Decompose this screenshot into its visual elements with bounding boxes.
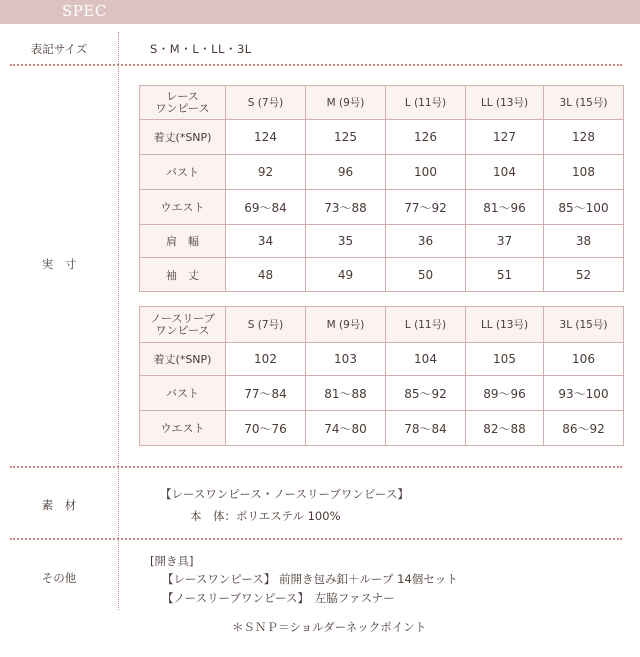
table-row <box>140 343 624 376</box>
table-cell: 126 <box>386 120 466 155</box>
table-cell: 74〜80 <box>306 411 386 446</box>
row-header: バスト <box>140 155 226 190</box>
table-cell: 89〜96 <box>466 376 544 411</box>
table-row <box>140 258 624 292</box>
other-line-3: 【ノースリーブワンピース】 左脇ファスナー <box>162 591 395 605</box>
table-cell: 125 <box>306 120 386 155</box>
column-header: L (11号) <box>386 307 466 343</box>
section-divider-2 <box>10 466 622 468</box>
table-cell: 93〜100 <box>544 376 624 411</box>
row-header: 肩 幅 <box>140 225 226 258</box>
material-line-2: 本 体：ポリエステル 100% <box>190 509 341 523</box>
table-cell: 106 <box>544 343 624 376</box>
table-cell: 81〜96 <box>466 190 544 225</box>
table-cell: 49 <box>306 258 386 292</box>
size-label: 表記サイズ <box>30 42 88 56</box>
column-header: LL (13号) <box>466 307 544 343</box>
other-label: その他 <box>41 571 77 585</box>
table-cell: 86〜92 <box>544 411 624 446</box>
column-header: LL (13号) <box>466 86 544 120</box>
spec-title: SPEC <box>62 2 107 20</box>
row-header: ウエスト <box>140 190 226 225</box>
spec-header-bar <box>0 0 640 24</box>
sleeveless-title-line1: ノースリーブ <box>150 311 215 325</box>
table-corner-cell <box>140 307 226 343</box>
material-line-1: 【レースワンピース・ノースリーブワンピース】 <box>160 487 409 501</box>
table-cell: 128 <box>544 120 624 155</box>
table-cell: 35 <box>306 225 386 258</box>
table-row <box>140 411 624 446</box>
table-cell: 51 <box>466 258 544 292</box>
other-line-1: [開き具] <box>150 554 194 568</box>
table-cell: 104 <box>386 343 466 376</box>
table-cell: 103 <box>306 343 386 376</box>
table-cell: 124 <box>226 120 306 155</box>
table-cell: 48 <box>226 258 306 292</box>
table-cell: 36 <box>386 225 466 258</box>
column-header: 3L (15号) <box>544 307 624 343</box>
other-line-2: 【レースワンピース】 前開き包み釦＋ループ 14個セット <box>162 572 458 586</box>
column-header: S (7号) <box>226 307 306 343</box>
label-column-divider <box>118 32 119 610</box>
column-header: L (11号) <box>386 86 466 120</box>
size-value: S・M・L・LL・3L <box>150 42 252 56</box>
table-cell: 85〜100 <box>544 190 624 225</box>
column-header: S (7号) <box>226 86 306 120</box>
table-row <box>140 225 624 258</box>
table-row <box>140 120 624 155</box>
table-cell: 100 <box>386 155 466 190</box>
column-header: 3L (15号) <box>544 86 624 120</box>
sleeveless-title-line2: ワンピース <box>155 323 210 337</box>
sleeveless-size-table <box>139 306 624 446</box>
table-cell: 52 <box>544 258 624 292</box>
table-cell: 77〜92 <box>386 190 466 225</box>
row-header: 着丈(*SNP) <box>140 343 226 376</box>
measure-label: 実 寸 <box>41 257 77 271</box>
table-cell: 104 <box>466 155 544 190</box>
table-cell: 50 <box>386 258 466 292</box>
section-divider-3 <box>10 538 622 540</box>
table-row <box>140 376 624 411</box>
row-header: ウエスト <box>140 411 226 446</box>
row-header: バスト <box>140 376 226 411</box>
table-row <box>140 155 624 190</box>
table-cell: 96 <box>306 155 386 190</box>
material-label: 素 材 <box>41 498 77 512</box>
table-corner-cell <box>140 86 226 120</box>
table-cell: 85〜92 <box>386 376 466 411</box>
table-cell: 77〜84 <box>226 376 306 411</box>
table-cell: 108 <box>544 155 624 190</box>
table-cell: 92 <box>226 155 306 190</box>
table-header-row <box>140 86 624 120</box>
table-cell: 78〜84 <box>386 411 466 446</box>
table-cell: 38 <box>544 225 624 258</box>
lace-size-table <box>139 85 624 292</box>
table-cell: 82〜88 <box>466 411 544 446</box>
table-cell: 69〜84 <box>226 190 306 225</box>
column-header: M (9号) <box>306 86 386 120</box>
column-header: M (9号) <box>306 307 386 343</box>
table-cell: 81〜88 <box>306 376 386 411</box>
table-cell: 102 <box>226 343 306 376</box>
table-cell: 34 <box>226 225 306 258</box>
snp-footnote: ＊ＳＮＰ＝ショルダーネックポイント <box>232 620 427 634</box>
table-cell: 127 <box>466 120 544 155</box>
row-header: 着丈(*SNP) <box>140 120 226 155</box>
table-cell: 73〜88 <box>306 190 386 225</box>
section-divider-1 <box>10 64 622 66</box>
lace-title-line1: レース <box>166 89 199 103</box>
table-row <box>140 190 624 225</box>
table-cell: 105 <box>466 343 544 376</box>
row-header: 袖 丈 <box>140 258 226 292</box>
table-cell: 70〜76 <box>226 411 306 446</box>
table-cell: 37 <box>466 225 544 258</box>
lace-title-line2: ワンピース <box>155 101 210 115</box>
table-header-row <box>140 307 624 343</box>
